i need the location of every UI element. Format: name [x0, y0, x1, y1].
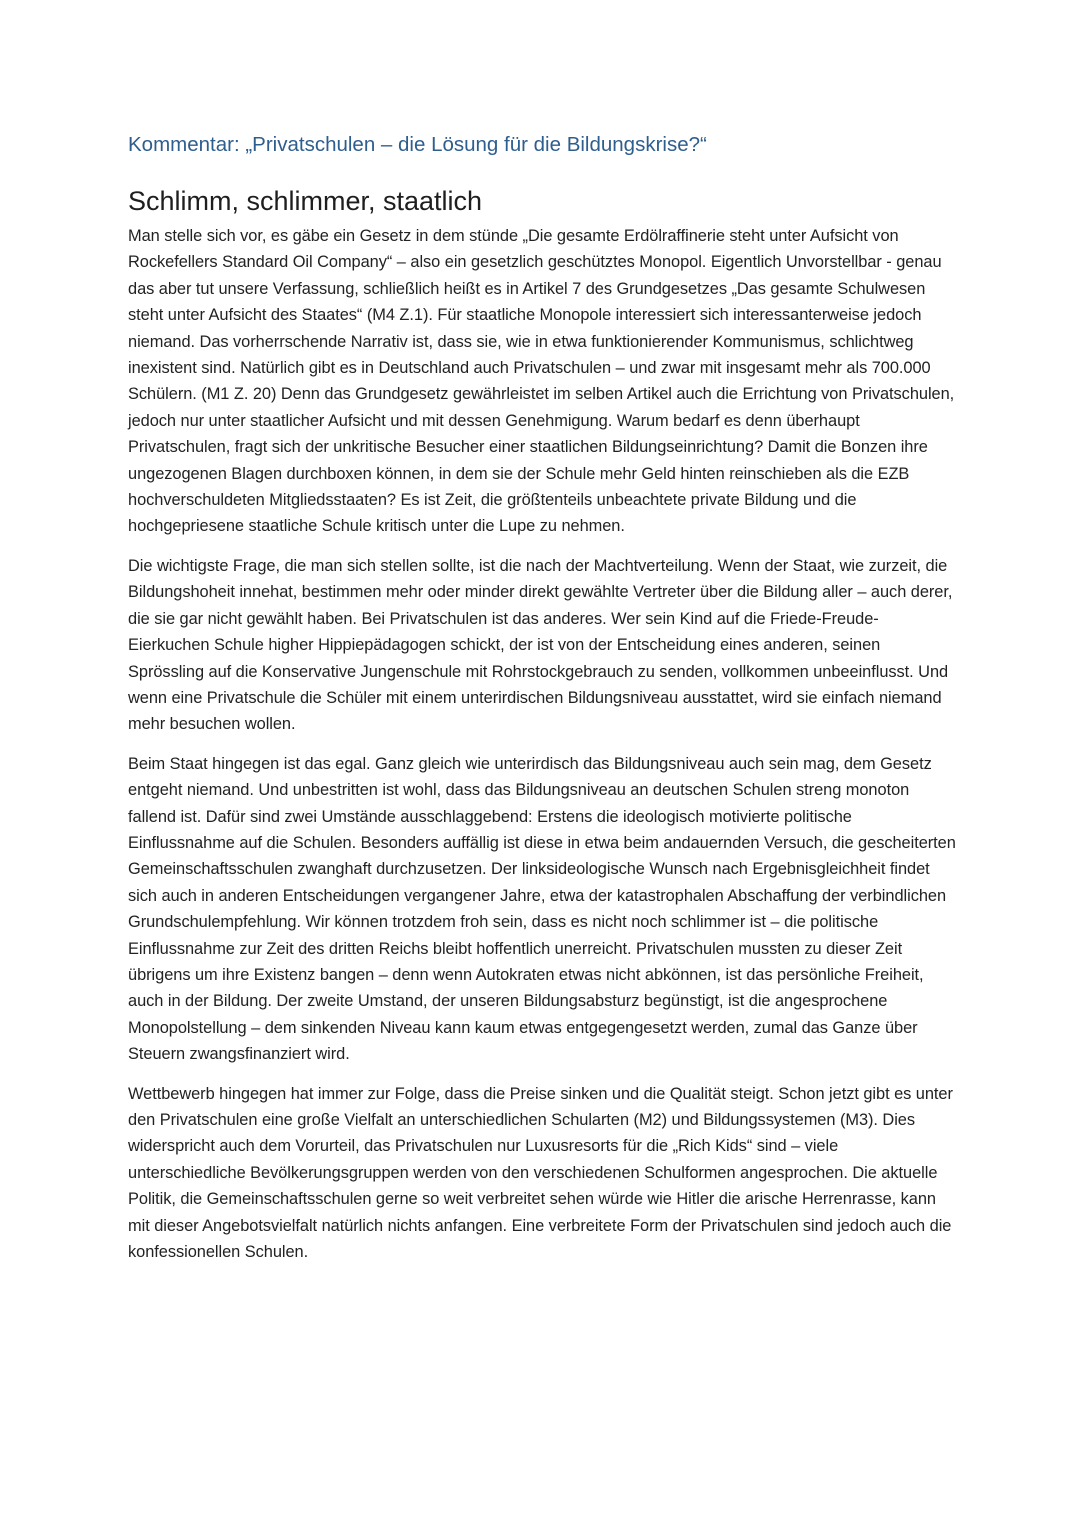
article-body — [128, 223, 958, 1278]
article-kicker: Kommentar: „Privatschulen – die Lösung für die Bildungskrise?“ — [128, 133, 707, 156]
paragraph-3: Beim Staat hingegen ist das egal. Ganz gleich wie unterirdisch das Bildungsniveau auch sein mag, dem Gesetz entgeht niemand. Und unbestritten ist wohl, dass das Bildungsniveau an deutschen Schulen streng monoton fallend ist. Dafür sind zwei Umstände ausschlaggebend: Erstens die ideologisch motivierte politische Einflussnahme auf die Schulen. Besonders auffällig ist diese in etwa beim andauernden Versuch, die gescheiterten Gemeinschaftsschulen zwanghaft durchzusetzen. Der linksideologische Wunsch nach Ergebnisgleichheit findet sich auch in anderen Entscheidungen vergangener Jahre, etwa der katastrophalen Abschaffung der verbindlichen Grundschulempfehlung. Wir können trotzdem froh sein, dass es nicht noch schlimmer ist – die politische Einflussnahme zur Zeit des dritten Reichs bleibt hoffentlich unerreicht. Privatschulen mussten zu dieser Zeit übrigens um ihre Existenz bangen – denn wenn Autokraten etwas nicht abkönnen, ist das persönliche Freiheit, auch in der Bildung. Der zweite Umstand, der unseren Bildungsabsturz begünstigt, ist die angesprochene Monopolstellung – dem sinkenden Niveau kann kaum etwas entgegengesetzt werden, zumal das Ganze über Steuern zwangsfinanziert wird. — [128, 754, 956, 1064]
paragraph-1: Man stelle sich vor, es gäbe ein Gesetz in dem stünde „Die gesamte Erdölraffinerie steht unter Aufsicht von Rockefellers Standard Oil Company“ – also ein gesetzlich geschütztes Monopol. Eigentlich Unvorstellbar - genau das aber tut unsere Verfassung, schließlich heißt es in Artikel 7 des Grundgesetzes „Das gesamte Schulwesen steht unter Aufsicht des Staates“ (M4 Z.1). Für staatliche Monopole interessiert sich interessanterweise jedoch niemand. Das vorherrschende Narrativ ist, dass sie, wie in etwa funktionierender Kommunismus, schlichtweg inexistent sind. Natürlich gibt es in Deutschland auch Privatschulen – und zwar mit insgesamt mehr als 700.000 Schülern. (M1 Z. 20) Denn das Grundgesetz gewährleistet im selben Artikel auch die Errichtung von Privatschulen, jedoch nur unter staatlicher Aufsicht und mit dessen Genehmigung. Warum bedarf es denn überhaupt Privatschulen, fragt sich der unkritische Besucher einer staatlichen Bildungseinrichtung? Damit die Bonzen ihre ungezogenen Blagen durchboxen können, in dem sie der Schule mehr Geld hinten reinschieben als die EZB hochverschuldeten Mitgliedsstaaten? Es ist Zeit, die größtenteils unbeachtete private Bildung und die hochgepriesene staatliche Schule kritisch unter die Lupe zu nehmen. — [128, 227, 955, 536]
paragraph-2: Die wichtigste Frage, die man sich stellen sollte, ist die nach der Machtverteilung. Wenn der Staat, wie zurzeit, die Bildungshoheit innehat, bestimmen mehr oder minder direkt gewählte Vertreter über die Bildung aller – auch derer, die sie gar nicht gewählt haben. Bei Privatschulen ist das anderes. Wer sein Kind auf die Friede-Freude-Eierkuchen Schule higher Hippiepädagogen schickt, der ist von der Entscheidung eines anderen, seinen Sprössling auf die Konservative Jungenschule mit Rohrstockgebrauch zu senden, vollkommen unbeeinflusst. Und wenn eine Privatschule die Schüler mit einem unterirdischen Bildungsniveau ausstattet, wird sie einfach niemand mehr besuchen wollen. — [128, 556, 953, 734]
article-headline: Schlimm, schlimmer, staatlich — [128, 186, 483, 216]
paragraph-4: Wettbewerb hingegen hat immer zur Folge, dass die Preise sinken und die Qualität steigt. Schon jetzt gibt es unter den Privatschulen eine große Vielfalt an unterschiedlichen Schularten (M2) und Bildungssystemen (M3). Dies widerspricht auch dem Vorurteil, das Privatschulen nur Luxusresorts für die „Rich Kids“ sind – viele unterschiedliche Bevölkerungsgruppen werden von den verschiedenen Schulformen angesprochen. Die aktuelle Politik, die Gemeinschaftsschulen gerne so weit verbreitet sehen würde wie Hitler die arische Herrenrasse, kann mit dieser Angebotsvielfalt natürlich nichts anfangen. Eine verbreitete Form der Privatschulen sind jedoch auch die konfessionellen Schulen. — [128, 1084, 953, 1262]
